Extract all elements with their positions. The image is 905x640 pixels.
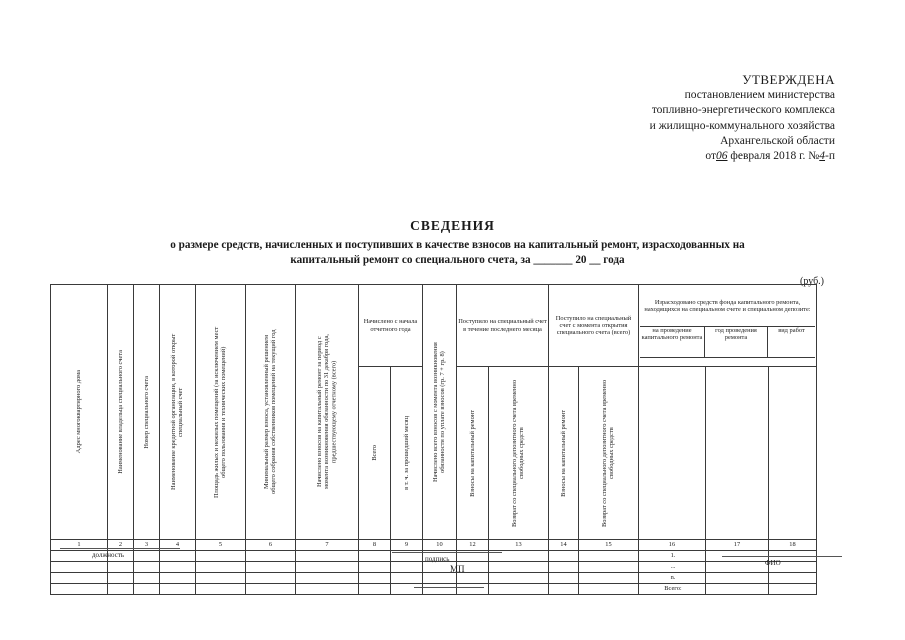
- signature-caption: подпись: [425, 555, 450, 563]
- header-col-3: Номер специального счета: [134, 285, 160, 540]
- approval-date: от06 февраля 2018 г. №4-п: [705, 150, 835, 163]
- approval-heading: УТВЕРЖДЕНА: [742, 72, 835, 87]
- header-col-1: Адрес многоквартирного дома: [51, 285, 108, 540]
- column-number-row: 1 2 3 4 5 6 7 8 9 10 12 13 14 15 16 17 18: [51, 540, 817, 551]
- approval-line-3: и жилищно-коммунального хозяйства: [649, 119, 835, 132]
- header-col-7: Начислено взносов на капитальный ремонт за период с момента возникновения обязанности по 31 декабря года, предшествующему отчетному (всего): [296, 285, 359, 540]
- row-label-n: n.: [639, 573, 706, 584]
- table-row-total: [51, 584, 817, 595]
- position-line: [60, 548, 180, 549]
- stamp-line: [414, 587, 484, 588]
- header-col-15: Возврат со специального депозитного счета временно свободных средств: [579, 367, 639, 540]
- approval-line-4: Архангельской области: [720, 134, 835, 147]
- spent-blank-16: [639, 367, 706, 540]
- header-col-5: Площадь жилых и нежилых помещений (за исключением мест общего пользования и технических помещений): [196, 285, 246, 540]
- row-label-1: 1.: [639, 551, 706, 562]
- signature-line: [392, 552, 502, 553]
- header-col-4: Наименование кредитной организации, в которой открыт специальный счет: [160, 285, 196, 540]
- fio-caption: ФИО: [765, 559, 781, 567]
- row-label-ellipsis: ...: [639, 562, 706, 573]
- approval-stamp: [560, 72, 835, 164]
- approval-line-2: топливно-энергетического комплекса: [651, 104, 835, 117]
- header-col-17: год проведения ремонта: [705, 327, 768, 358]
- header-group-month: Поступило на специальный счет в течение последнего месяца: [457, 285, 549, 367]
- approval-number: 4: [819, 150, 826, 163]
- position-caption: должность: [92, 551, 125, 559]
- spent-subheader: [640, 326, 815, 358]
- document-title: СВЕДЕНИЯ: [410, 218, 495, 233]
- table-row: [51, 562, 817, 573]
- approval-day: 06: [716, 150, 728, 163]
- header-col-18: вид работ: [768, 327, 816, 358]
- header-col-6: Минимальный размер взноса, установленный решением общего собрания собственников помещений на текущий год: [246, 285, 296, 540]
- header-col-16: на проведение капитального ремонта: [640, 327, 705, 358]
- units-label: (руб.): [800, 276, 824, 287]
- spent-blank-17: [706, 367, 769, 540]
- header-group-spent: Израсходовано средств фонда капитального ремонта, находящихся на специальном счете и специальном депозите: на проведение капитального ремонта год проведения ремонта вид работ: [639, 285, 817, 367]
- row-label-total: Всего:: [639, 584, 706, 595]
- spent-blank-18: [769, 367, 817, 540]
- header-col-13: Возврат со специального депозитного счета временно свободных средств: [489, 367, 549, 540]
- header-group-total: Поступило на специальный счет с момента открытия специального счета (всего): [549, 285, 639, 367]
- header-col-2: Наименование владельца специального счета: [108, 285, 134, 540]
- header-col-10: Начислено всего взносов с момента возникновения обязанности по уплате взносов (гр. 7 + гр. 8): [423, 285, 457, 540]
- document-subtitle: о размере средств, начисленных и поступивших в качестве взносов на капитальный ремонт, израсходованных на капитальный ремонт со специального счета, за _______ 20 __ года: [170, 239, 745, 266]
- table-row: [51, 573, 817, 584]
- approval-line-1: постановлением министерства: [684, 89, 835, 102]
- stamp-label: МП: [450, 564, 465, 574]
- fio-line: [722, 556, 842, 557]
- header-group-accrued: Начислено с начала отчетного года: [359, 285, 423, 367]
- header-col-14: Взносы на капитальный ремонт: [549, 367, 579, 540]
- header-col-12: Взносы на капитальный ремонт: [457, 367, 489, 540]
- header-col-8: Всего: [359, 367, 391, 540]
- header-col-9: в т. ч. за прошедший месяц: [391, 367, 423, 540]
